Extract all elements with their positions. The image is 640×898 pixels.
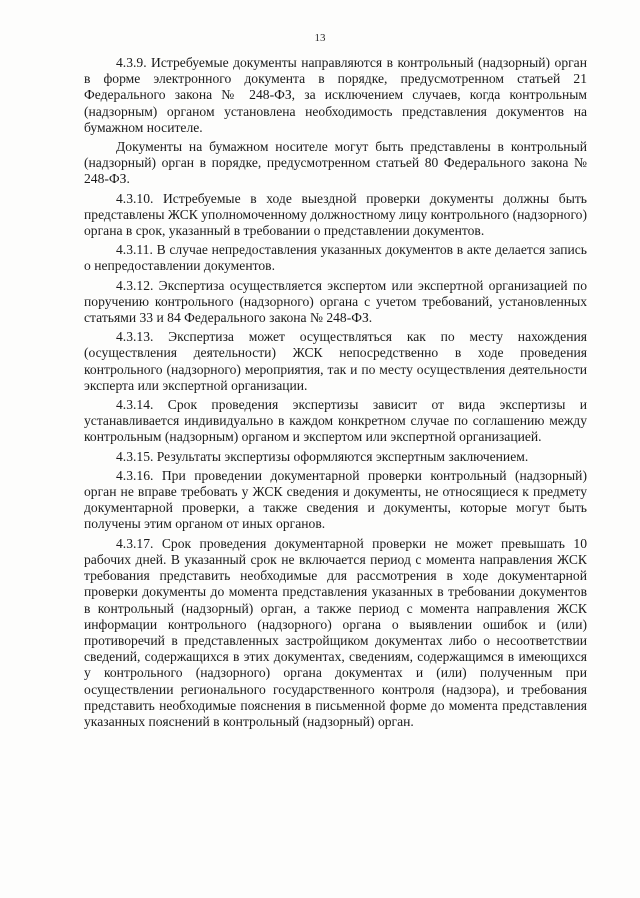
paragraph-4-3-10: 4.3.10. Истребуемые в ходе выездной проверки документы должны быть представлены ЖСК уполномоченному должностному лицу контрольного (надзорного) органа в срок, указанный в требовании о представлении документов. (84, 190, 588, 239)
paragraph-paper-documents: Документы на бумажном носителе могут быть представлены в контрольный (надзорный) орган в порядке, предусмотренном статьей 80 Федерального закона № 248-ФЗ. (84, 139, 587, 187)
paragraph-4-3-13: 4.3.13. Экспертиза может осуществляться как по месту нахождения (осуществления деятельности) ЖСК непосредственно в ходе проведения контрольного (надзорного) мероприятия, так и по месту осуществления деятельности эксперта или экспертной организации. (84, 329, 587, 393)
paragraph-4-3-12: 4.3.12. Экспертиза осуществляется экспертом или экспертной организацией по поручению контрольного (надзорного) органа с учетом требований, установленных статьями 33 и 84 Федерального закона № 248-ФЗ. (84, 277, 587, 326)
paragraph-4-3-14: 4.3.14. Срок проведения экспертизы зависит от вида экспертизы и устанавливается индивидуально в каждом конкретном случае по соглашению между контрольным (надзорным) органом и экспертом или экспертной организацией. (84, 397, 587, 445)
paragraph-4-3-9: 4.3.9. Истребуемые документы направляются в контрольный (надзорный) орган в форме электронного документа в порядке, предусмотренном статьей 21 Федерального закона № 248-ФЗ, за исключением случаев, когда контрольным (надзорным) органом установлена необходимость представления документов на бумажном носителе. (84, 55, 587, 135)
paragraph-4-3-16: 4.3.16. При проведении документарной проверки контрольный (надзорный) орган не вправе требовать у ЖСК сведения и документы, не относящиеся к предмету документарной проверки, а также сведения и документы, которые могут быть получены этим органом от иных органов. (84, 467, 587, 532)
paragraph-4-3-11: 4.3.11. В случае непредоставления указанных документов в акте делается запись о непредоставлении документов. (84, 242, 587, 274)
document-body (84, 55, 587, 730)
paragraph-4-3-15: 4.3.15. Результаты экспертизы оформляются экспертным заключением. (116, 448, 529, 464)
page-number: 13 (314, 32, 326, 44)
paragraph-4-3-17: 4.3.17. Срок проведения документарной проверки не может превышать 10 рабочих дней. В указанный срок не включается период с момента направления ЖСК требования представить необходимые для рассмотрения в ходе документарной проверки документы до момента представления указанных в требовании документов в контрольный (надзорный) орган, а также период с момента направления ЖСК информации контрольного (надзорного) органа о выявлении ошибок и (или) противоречий в представленных застройщиком документах либо о несоответствии сведений, содержащихся в этих документах, сведениям, содержащимся в имеющихся у контрольного (надзорного) органа документах и (или) полученным при осуществлении регионального государственного контроля (надзора), и требования представить необходимые пояснения в письменной форме до момента представления указанных пояснений в контрольный (надзорный) орган. (84, 535, 587, 729)
